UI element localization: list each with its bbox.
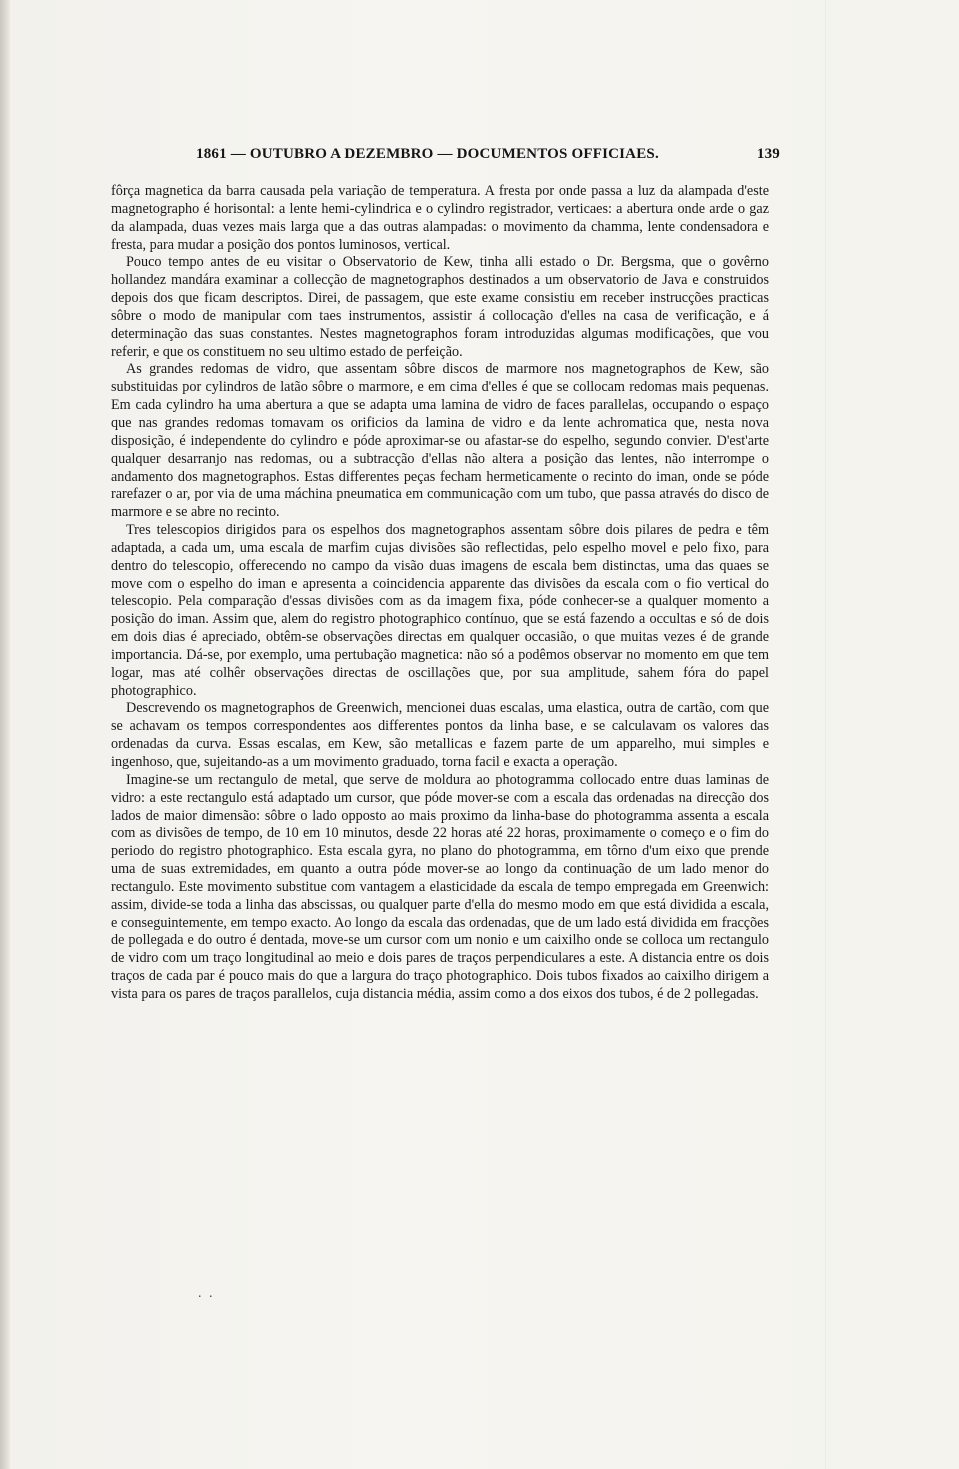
paragraph-2: Pouco tempo antes de eu visitar o Observatorio de Kew, tinha alli estado o Dr. Bergsma, que o govêrno hollandez mandára examinar a collecção de magnetographos destinados a um observatorio de Java e construidos depois dos que ficam descriptos. Direi, de passagem, que este exame consistiu em receber instrucções practicas sôbre o modo de manipular com taes instrumentos, assistir á collocação d'elles na casa de verificação, e á determinação das suas constantes. Nestes magnetographos foram introduzidas algumas modificações, que vou referir, e que os constituem no seu ultimo estado de perfeição.: [111, 254, 769, 360]
page-edge-shadow: [0, 0, 10, 1469]
page-fold-line: [825, 0, 826, 1469]
paragraph-3: As grandes redomas de vidro, que assentam sôbre discos de marmore nos magnetographos de Kew, são substituidas por cylindros de latão sôbre o marmore, e em cima d'elles é que se collocam redomas mais pequenas. Em cada cylindro ha uma abertura a que se adapta uma lamina de vidro de faces parallelas, occupando o espaço que nas grandes redomas tomavam os orificios da lamina de vidro e da lente achromatica que, nesta nova disposição, é independente do cylindro e póde aproximar-se ou afastar-se do espelho, segundo convier. D'est'arte qualquer desarranjo nas redomas, ou a subtracção d'ellas não altera a posição das lentes, não interrompe o andamento dos magnetographos. Estas differentes peças fecham hermeticamente o recinto do iman, onde se póde rarefazer o ar, por via de uma máchina pneumatica em communicação com um tubo, que passa através do disco de marmore e se abre no recinto.: [111, 361, 769, 521]
paragraph-6: Imagine-se um rectangulo de metal, que serve de moldura ao photogramma collocado entre duas laminas de vidro: a este rectangulo está adaptado um cursor, que póde mover-se com a escala das ordenadas na direcção dos lados de maior dimensão: sôbre o lado opposto ao mais proximo da linha-base do photogramma assenta a escala com as divisões de tempo, de 10 em 10 minutos, desde 22 horas até 22 horas, proximamente o começo e o fim do periodo do registro photographico. Esta escala gyra, no plano do photogramma, em tôrno d'um eixo que prende uma de suas extremidades, em quanto a outra póde mover-se ao longo da continuação de um lado menor do rectangulo. Este movimento substitue com vantagem a elasticidade da escala de tempo empregada em Greenwich: assim, divide-se toda a linha das abscissas, ou qualquer parte d'ella do mesmo modo em que está dividida a escala, e conseguintemente, em tempo exacto. Ao longo da escala das ordenadas, que de um lado está dividida em fracções de pollegada e do outro é dentada, move-se um cursor com um nonio e um caixilho onde se colloca um rectangulo de vidro com um traço longitudinal ao meio e dois pares de traços perpendiculares a este. A distancia entre os dois traços de cada par é pouco mais do que a largura do traço photographico. Dois tubos fixados ao caixilho dirigem a vista para os pares de traços parallelos, cuja distancia média, assim como a dos eixos dos tubos, é de 2 pollegadas.: [111, 771, 769, 1002]
footer-mark: . .: [198, 1286, 215, 1301]
paragraph-5: Descrevendo os magnetographos de Greenwich, mencionei duas escalas, uma elastica, outra de cartão, com que se achavam os tempos correspondentes aos differentes pontos da linha base, e se calculavam os valores das ordenadas da curva. Essas escalas, em Kew, são metallicas e fazem parte de um apparelho, mui simples e ingenhoso, que, sujeitando-as a um movimento graduado, torna facil e exacta a operação.: [111, 700, 769, 770]
page-number: 139: [756, 146, 780, 162]
running-header: [196, 146, 780, 166]
running-title: 1861 — OUTUBRO A DEZEMBRO — DOCUMENTOS OFFICIAES.: [196, 146, 659, 162]
paragraph-4: Tres telescopios dirigidos para os espelhos dos magnetographos assentam sôbre dois pilares de pedra e têm adaptada, a cada um, uma escala de marfim cujas divisões são reflectidas, pelo espelho movel e pelo fixo, para dentro do telescopio, offerecendo no campo da visão duas imagens de escala bem distinctas, uma das quaes se move com o espelho do iman e apresenta a coincidencia apparente das divisões da escala com o fio vertical do telescopio. Pela comparação d'essas divisões com as da imagem fixa, póde conhecer-se a qualquer momento a posição do iman. Assim que, alem do registro photographico contínuo, que se está fazendo a occultas e só de dois em dois dias é apreciado, obtêm-se observações directas em qualquer occasião, o que muitas vezes é de grande importancia. Dá-se, por exemplo, uma pertubação magnetica: não só a podêmos observar no momento em que tem logar, mas até colhêr observações directas de oscillações que, por sua amplitude, sahem fóra do papel photographico.: [111, 522, 769, 699]
body-text: [111, 183, 769, 1004]
paragraph-1: fôrça magnetica da barra causada pela variação de temperatura. A fresta por onde passa a luz da alampada d'este magnetographo é horisontal: a lente hemi-cylindrica e o cylindro registrador, verticaes: a abertura onde arde o gaz da alampada, duas vezes mais larga que a das outras alampadas: o movimento da chamma, lente condensadora e fresta, para mudar a posição dos pontos luminosos, vertical.: [111, 183, 769, 253]
